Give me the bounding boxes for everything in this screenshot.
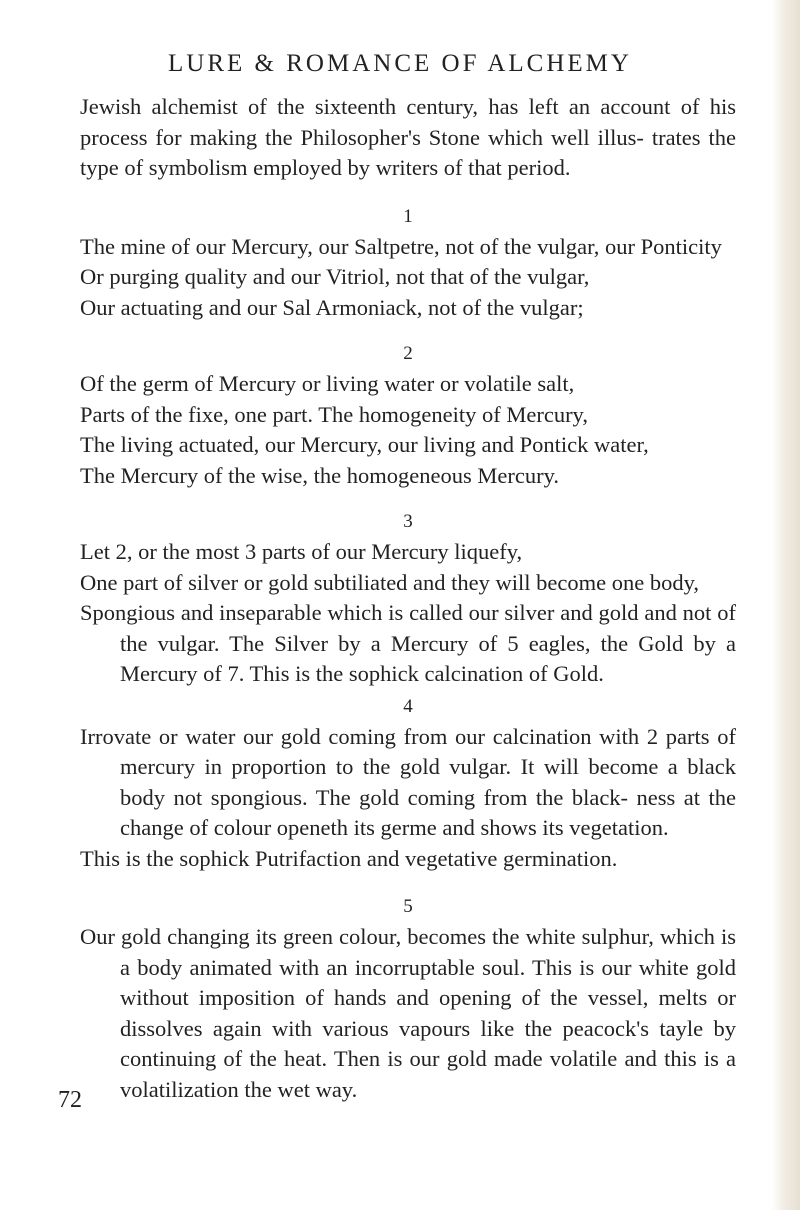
verse-line: Our gold changing its green colour, becomes the white sulphur, which is a body animated with an incorruptable soul. This is our white gold without imposition of hands and opening of the vessel, melts or dissolves again with various vapours like the peacock's tayle by continuing of the heat. Then is our gold made volatile and this is a volatilization the wet way. xyxy=(80,924,736,1102)
section-4 xyxy=(80,722,736,875)
verse-line: Parts of the fixe, one part. The homogeneity of Mercury, xyxy=(80,401,588,427)
verse-line: Spongious and inseparable which is called our silver and gold and not of the vulgar. The Silver by a Mercury of 5 eagles, the Gold by a Mercury of 7. This is the sophick calcination of Gold. xyxy=(80,600,736,686)
section-number: 2 xyxy=(403,343,413,364)
page-edge-shadow xyxy=(772,0,800,1210)
section-number: 4 xyxy=(403,695,413,717)
section-number: 5 xyxy=(403,896,413,917)
section-number: 1 xyxy=(403,205,413,227)
section-2 xyxy=(80,369,736,491)
verse-line: Our actuating and our Sal Armoniack, not of the vulgar; xyxy=(80,294,584,320)
section-3 xyxy=(80,537,736,690)
verse-line: This is the sophick Putrifaction and vegetative germination. xyxy=(80,845,618,871)
section-1 xyxy=(80,232,736,324)
intro-paragraph: Jewish alchemist of the sixteenth century, has left an account of his process for making the Philosopher's Stone which well illus- trates the type of symbolism employed by writers of that period. xyxy=(80,94,736,180)
verse-line: Or purging quality and our Vitriol, not that of the vulgar, xyxy=(80,264,590,289)
verse-line: The Mercury of the wise, the homogeneous Mercury. xyxy=(80,462,560,488)
page-number: 72 xyxy=(58,1087,82,1113)
running-head: LURE & ROMANCE OF ALCHEMY xyxy=(168,50,632,77)
verse-line: One part of silver or gold subtiliated and they will become one body, xyxy=(80,569,700,595)
verse-line: Irrovate or water our gold coming from our calcination with 2 parts of mercury in proportion to the gold vulgar. It will become a black body not spongious. The gold coming from the black- ness at the change of colour openeth its germe and shows its vegetation. xyxy=(80,723,736,840)
verse-line: The mine of our Mercury, our Saltpetre, not of the vulgar, our Ponticity xyxy=(80,233,722,259)
verse-line: Of the germ of Mercury or living water or volatile salt, xyxy=(80,371,575,396)
section-5 xyxy=(80,922,736,1105)
verse-line: Let 2, or the most 3 parts of our Mercury liquefy, xyxy=(80,539,523,564)
section-number: 3 xyxy=(403,511,413,532)
verse-line: The living actuated, our Mercury, our living and Pontick water, xyxy=(80,432,649,457)
body-text xyxy=(80,92,736,1105)
